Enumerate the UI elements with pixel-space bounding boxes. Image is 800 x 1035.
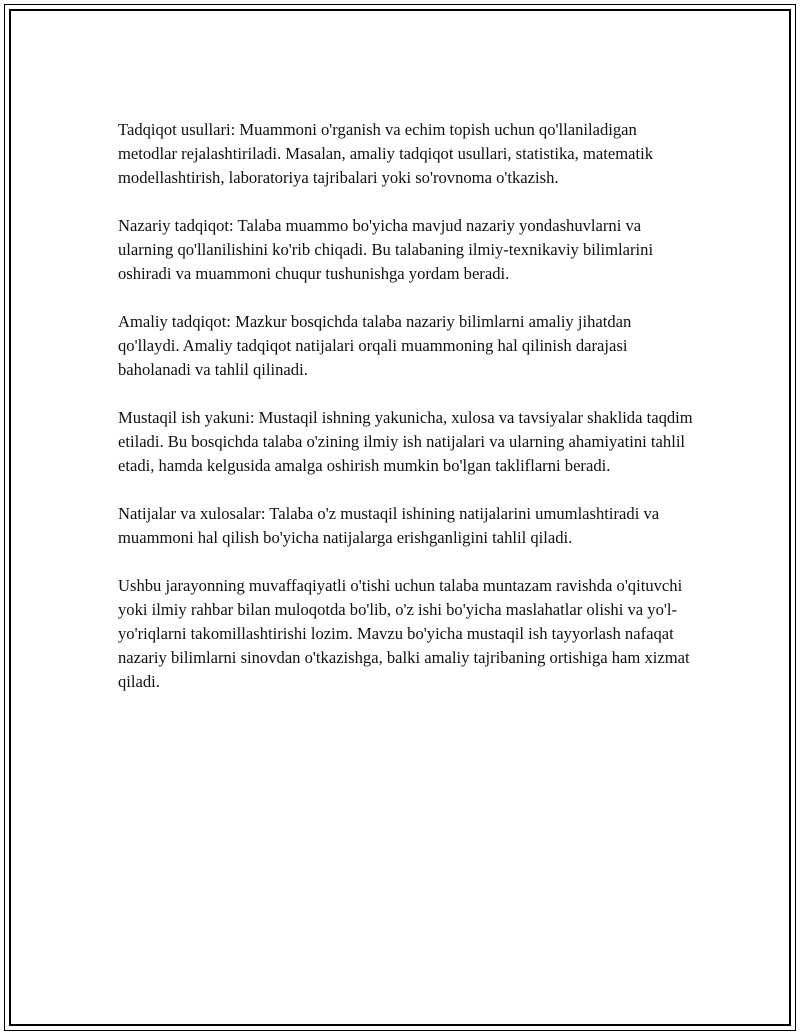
- paragraph-theoretical-research: Nazariy tadqiqot: Talaba muammo bo'yicha mavjud nazariy yondashuvlarni va ularning qo'llanilishini ko'rib chiqadi. Bu talabaning ilmiy-texnikaviy bilimlarini oshiradi va muammoni chuqur tushunishga yordam beradi.: [118, 216, 654, 283]
- paragraph-final-remarks: Ushbu jarayonning muvaffaqiyatli o'tishi uchun talaba muntazam ravishda o'qituvchi yoki ilmiy rahbar bilan muloqotda bo'lib, o'z ishi bo'yicha maslahatlar olishi va yo'l-yo'riqlarni takomillashtirishi lozim. Mavzu bo'yicha mustaqil ish tayyorlash nafaqat nazariy bilimlarni sinovdan o'tkazishga, balki amaliy tajribaning ortishiga ham xizmat qiladi.: [118, 576, 690, 691]
- document-body: [118, 118, 693, 718]
- paragraph-results-summary: Natijalar va xulosalar: Talaba o'z mustaqil ishining natijalarini umumlashtiradi va muammoni hal qilish bo'yicha natijalarga erishganligini tahlil qiladi.: [118, 504, 660, 547]
- paragraph-research-methods: Tadqiqot usullari: Muammoni o'rganish va echim topish uchun qo'llaniladigan metodlar rejalashtiriladi. Masalan, amaliy tadqiqot usullari, statistika, matematik modellashtirish, laboratoriya tajribalari yoki so'rovnoma o'tkazish.: [118, 120, 654, 187]
- paragraph-applied-research: Amaliy tadqiqot: Mazkur bosqichda talaba nazariy bilimlarni amaliy jihatdan qo'llaydi. Amaliy tadqiqot natijalari orqali muammoning hal qilinish darajasi baholanadi va tahlil qilinadi.: [118, 312, 632, 379]
- paragraph-work-conclusion: Mustaqil ish yakuni: Mustaqil ishning yakunicha, xulosa va tavsiyalar shaklida taqdim etiladi. Bu bosqichda talaba o'zining ilmiy ish natijalari va ularning ahamiyatini tahlil etadi, hamda kelgusida amalga oshirish mumkin bo'lgan takliflarni beradi.: [118, 408, 693, 475]
